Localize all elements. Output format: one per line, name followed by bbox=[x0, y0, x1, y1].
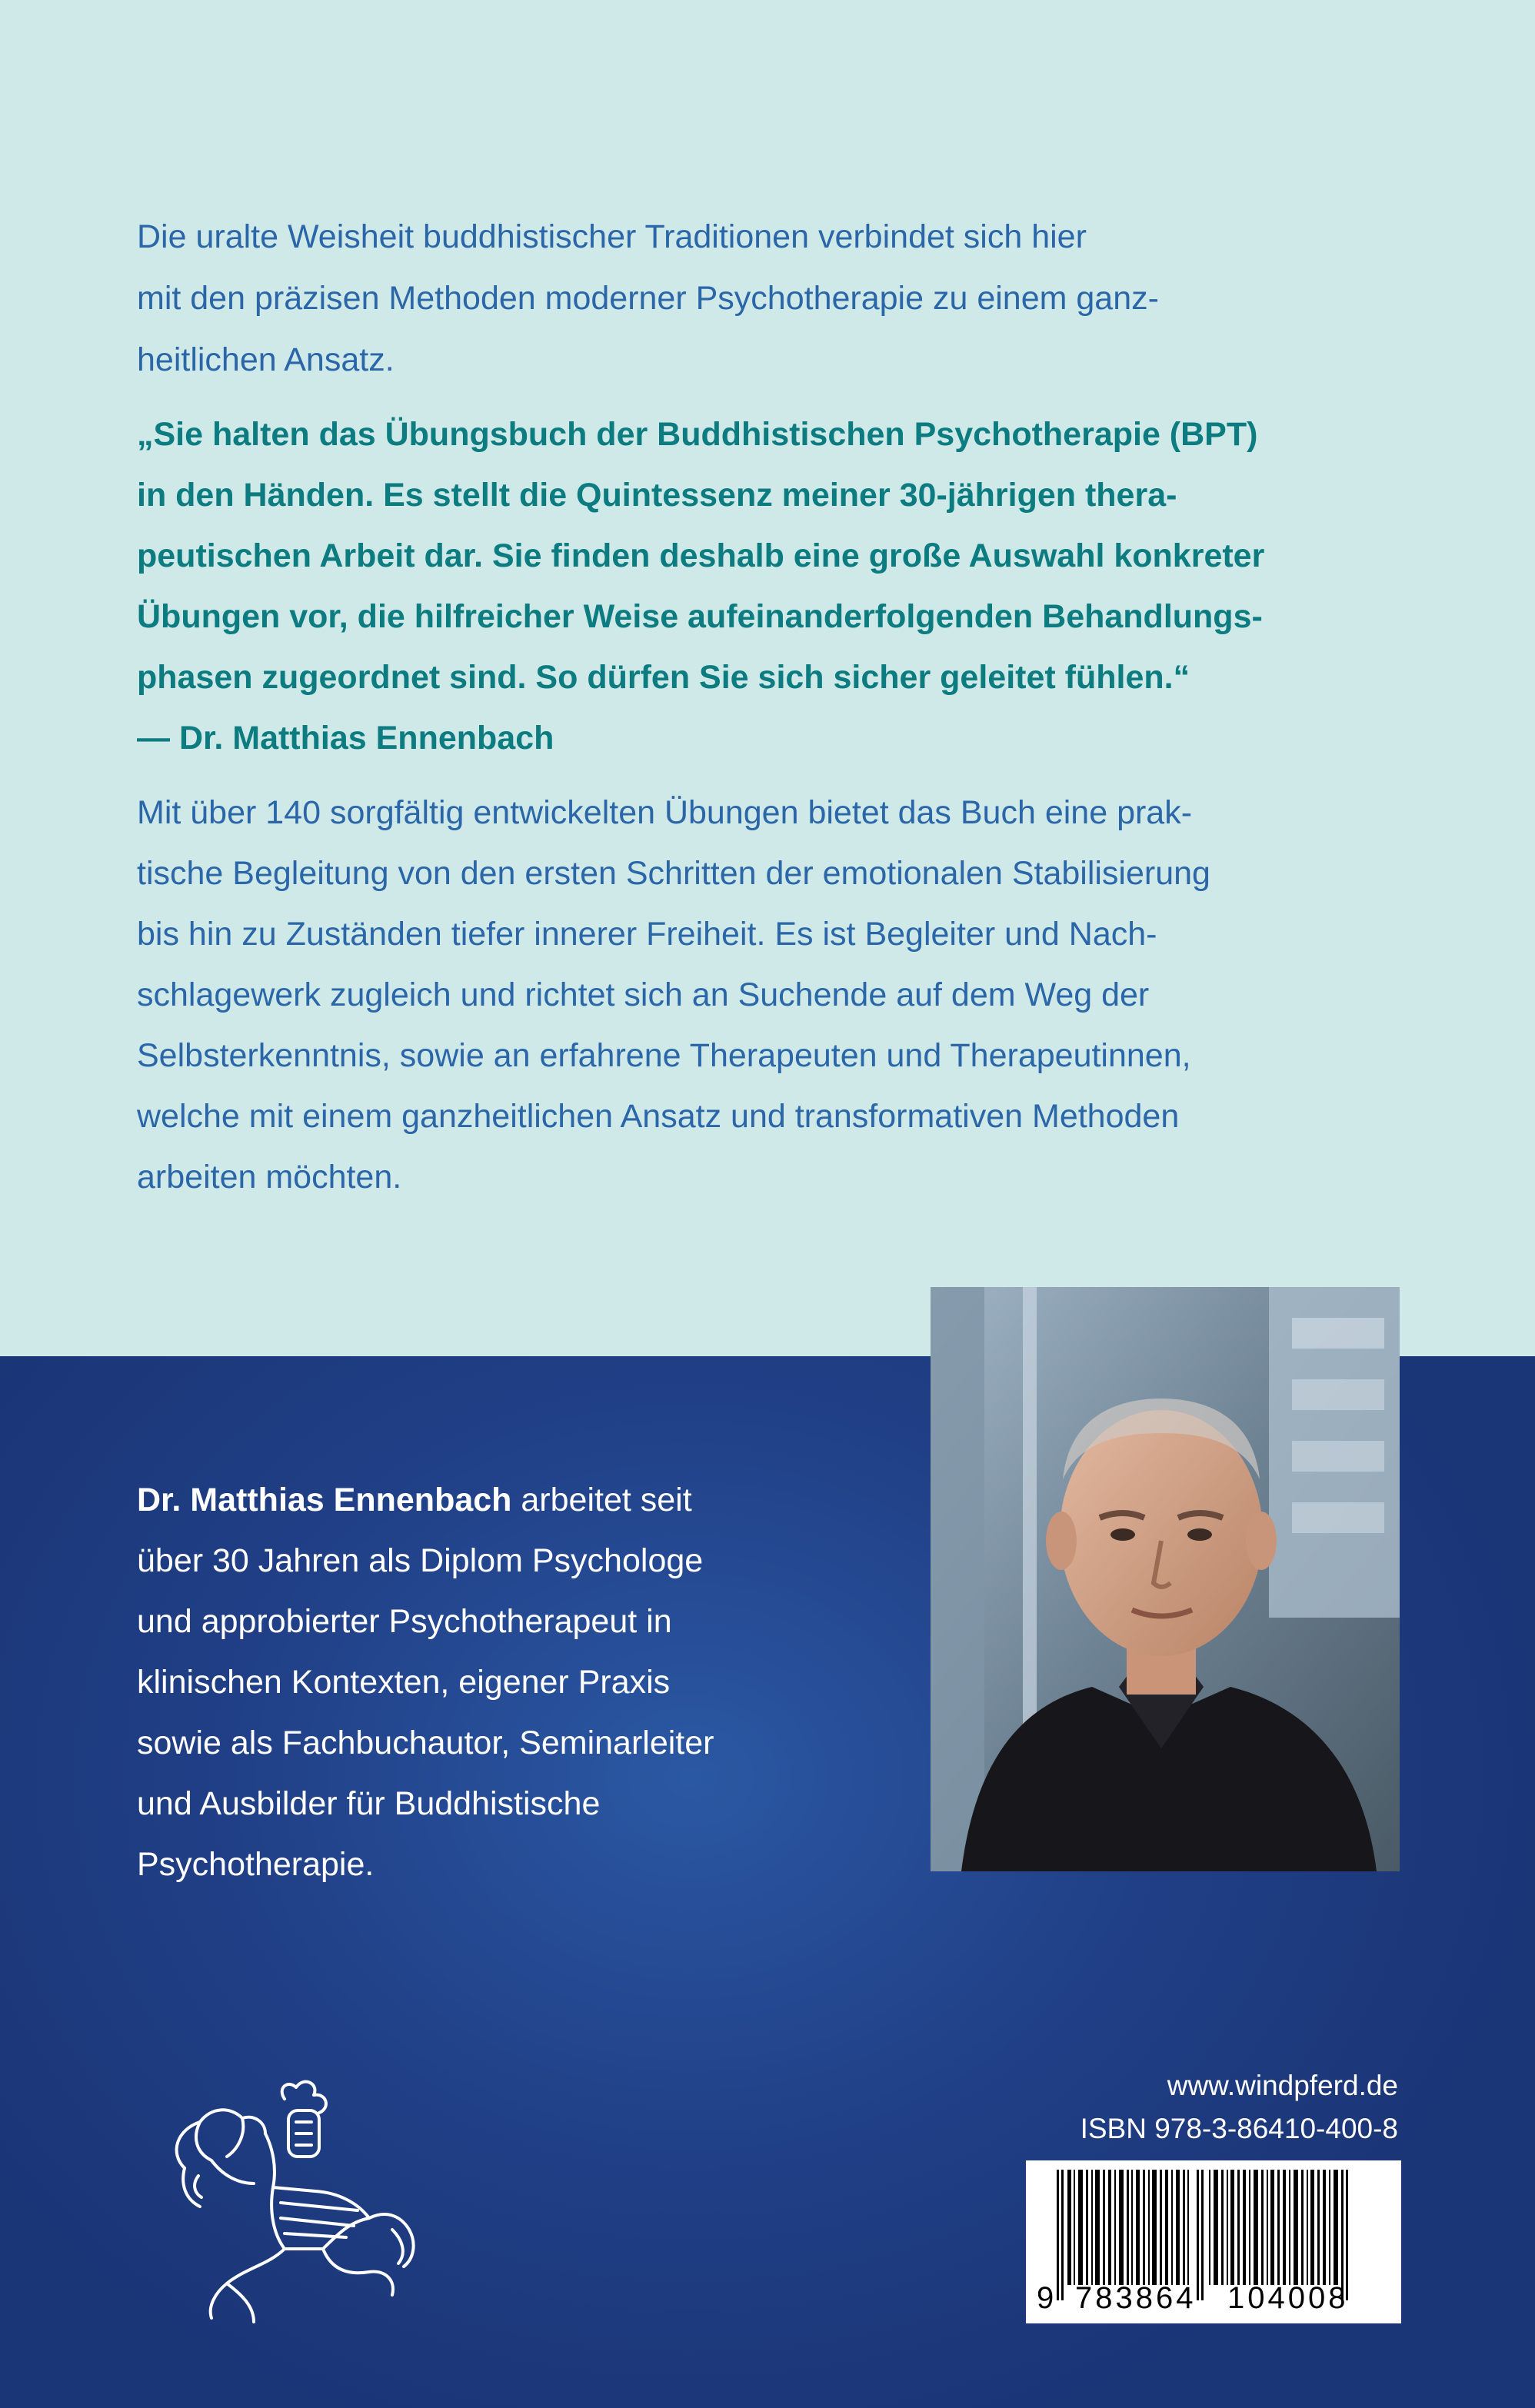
publisher-website[interactable]: www.windpferd.de bbox=[1167, 2070, 1398, 2101]
author-bio-line: über 30 Jahren als Diplom Psychologe bbox=[137, 1542, 704, 1579]
portrait-illustration bbox=[931, 1287, 1400, 1871]
author-name: Dr. Matthias Ennenbach bbox=[137, 1482, 512, 1518]
intro-line: mit den präzisen Methoden moderner Psychotherapie zu einem ganz- bbox=[137, 280, 1159, 317]
author-bio-line: und Ausbilder für Buddhistische bbox=[137, 1785, 601, 1822]
barcode-first-digit: 9 bbox=[1037, 2281, 1054, 2315]
quote-line: in den Händen. Es stellt die Quintessenz meiner 30-jährigen thera- bbox=[137, 477, 1177, 514]
description-line: tische Begleitung von den ersten Schritten der emotionalen Stabilisierung bbox=[137, 855, 1210, 892]
isbn-barcode bbox=[1026, 2160, 1401, 2323]
quote-attribution: — Dr. Matthias Ennenbach bbox=[137, 720, 554, 757]
intro-line: heitlichen Ansatz. bbox=[137, 341, 395, 378]
windhorse-logo-graphic bbox=[138, 2076, 431, 2337]
author-bio-first-line bbox=[137, 1470, 844, 1531]
quote-line: phasen zugeordnet sind. So dürfen Sie sich sicher geleitet fühlen.“ bbox=[137, 659, 1190, 696]
quote-line: „Sie halten das Übungsbuch der Buddhistischen Psychotherapie (BPT) bbox=[137, 416, 1258, 453]
quote-line: Übungen vor, die hilfreicher Weise aufeinanderfolgenden Behandlungs- bbox=[137, 598, 1263, 635]
author-portrait bbox=[931, 1287, 1400, 1871]
author-bio-line: arbeitet seit bbox=[511, 1482, 692, 1518]
author-bio-line: Psychotherapie. bbox=[137, 1846, 375, 1883]
author-bio-line: sowie als Fachbuchautor, Seminarleiter bbox=[137, 1725, 714, 1761]
author-bio-line: klinischen Kontexten, eigener Praxis bbox=[137, 1664, 671, 1701]
description-line: Mit über 140 sorgfältig entwickelten Übungen bietet das Buch eine prak- bbox=[137, 794, 1193, 831]
intro-line: Die uralte Weisheit buddhistischer Traditionen verbindet sich hier bbox=[137, 218, 1087, 255]
description-line: bis hin zu Zuständen tiefer innerer Freiheit. Es ist Begleiter und Nach- bbox=[137, 916, 1157, 953]
barcode-left-group: 783864 bbox=[1075, 2281, 1197, 2315]
quote-line: peutischen Arbeit dar. Sie finden deshalb eine große Auswahl konkreter bbox=[137, 537, 1265, 574]
description-line: schlagewerk zugleich und richtet sich an Suchende auf dem Weg der bbox=[137, 976, 1150, 1013]
isbn-number: ISBN 978-3-86410-400-8 bbox=[1080, 2113, 1398, 2144]
description-line: arbeiten möchten. bbox=[137, 1159, 402, 1196]
description-line: Selbsterkenntnis, sowie an erfahrene Therapeuten und Therapeutinnen, bbox=[137, 1037, 1191, 1074]
description-paragraph bbox=[137, 783, 1398, 1208]
description-line: welche mit einem ganzheitlichen Ansatz und transformativen Methoden bbox=[137, 1098, 1180, 1135]
author-bio bbox=[137, 1470, 844, 1895]
barcode-right-group: 104008 bbox=[1227, 2281, 1349, 2315]
windhorse-logo-icon bbox=[138, 2076, 431, 2337]
author-bio-line: und approbierter Psychotherapeut in bbox=[137, 1603, 672, 1640]
intro-paragraph bbox=[137, 206, 1367, 391]
author-quote bbox=[137, 404, 1398, 769]
